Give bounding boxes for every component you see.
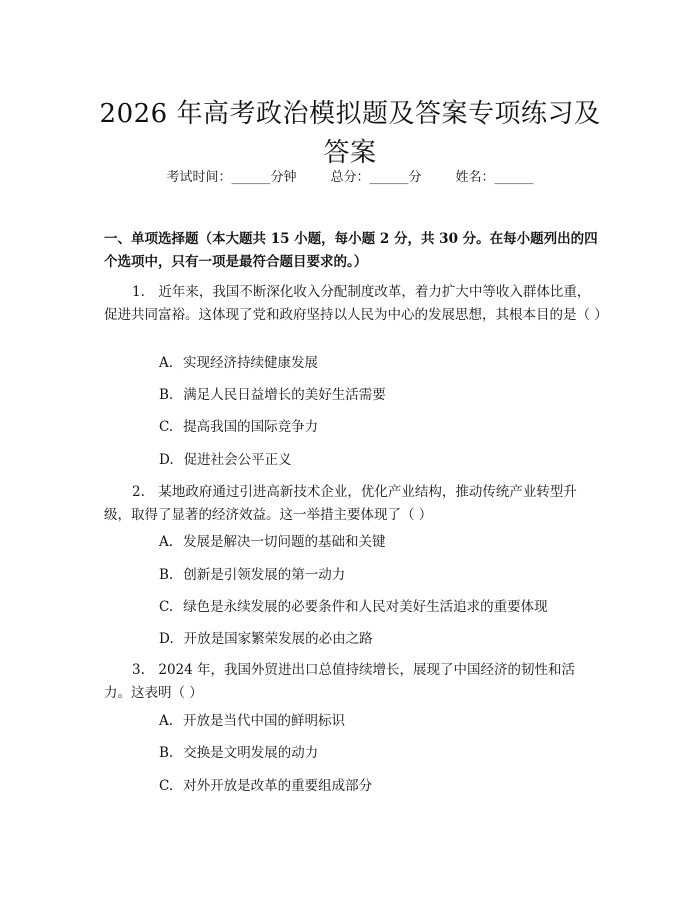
option-letter: B. (159, 387, 174, 403)
question-1-option-d (159, 450, 292, 470)
total-score-field: 总分：______分 (330, 170, 422, 185)
option-text: 创新是引领发展的第一动力 (183, 567, 346, 583)
option-letter: B. (159, 567, 174, 583)
question-1-option-c (159, 417, 318, 437)
option-text: 提高我国的国际竞争力 (183, 419, 319, 435)
question-3-option-a (159, 711, 345, 731)
option-text: 绿色是永续发展的必要条件和人民对美好生活追求的重要体现 (183, 599, 548, 615)
option-letter: C. (159, 419, 174, 435)
option-text: 交换是文明发展的动力 (183, 745, 319, 761)
option-letter: D. (159, 452, 174, 468)
option-text: 满足人民日益增长的美好生活需要 (183, 387, 386, 403)
question-2-option-a (159, 532, 386, 552)
option-text: 对外开放是改革的重要组成部分 (183, 778, 373, 794)
question-1-option-b (159, 385, 386, 405)
option-text: 开放是国家繁荣发展的必由之路 (183, 631, 373, 647)
option-letter: C. (159, 778, 174, 794)
question-2-option-c (159, 597, 548, 617)
option-letter: A. (159, 713, 174, 729)
question-3-stem: 3. 2024 年，我国外贸进出口总值持续增长，展现了中国经济的韧性和活力。这表明（ ） (104, 662, 576, 701)
option-text: 发展是解决一切问题的基础和关键 (183, 534, 386, 550)
option-text: 实现经济持续健康发展 (183, 355, 319, 371)
option-text: 开放是当代中国的鲜明标识 (183, 713, 346, 729)
document-title: 2026 年高考政治模拟题及答案专项练习及答案 (99, 99, 601, 169)
option-letter: A. (159, 534, 174, 550)
question-1-option-a (159, 353, 318, 373)
question-2-option-d (159, 629, 373, 649)
question-2-stem: 2. 某地政府通过引进高新技术企业，优化产业结构，推动传统产业转型升级，取得了显著的经济效益。这一举措主要体现了（ ） (104, 484, 577, 523)
question-1-stem: 1. 近年来，我国不断深化收入分配制度改革，着力扩大中等收入群体比重，促进共同富裕。这体现了党和政府坚持以人民为中心的发展思想，其根本目的是（ ） (104, 284, 608, 323)
option-letter: D. (159, 631, 174, 647)
exam-meta (0, 168, 700, 188)
question-3-option-c (159, 776, 372, 796)
question-2-option-b (159, 565, 345, 585)
option-letter: A. (159, 355, 174, 371)
exam-time-field: 考试时间：______分钟 (166, 170, 297, 185)
option-letter: B. (159, 745, 174, 761)
option-letter: C. (159, 599, 174, 615)
section-heading: 一、单项选择题（本大题共 15 小题，每小题 2 分，共 30 分。在每小题列出的四个选项中，只有一项是最符合题目要求的。） (104, 231, 598, 270)
question-3-option-b (159, 743, 318, 763)
name-field: 姓名：______ (455, 170, 534, 185)
option-text: 促进社会公平正义 (183, 452, 292, 468)
